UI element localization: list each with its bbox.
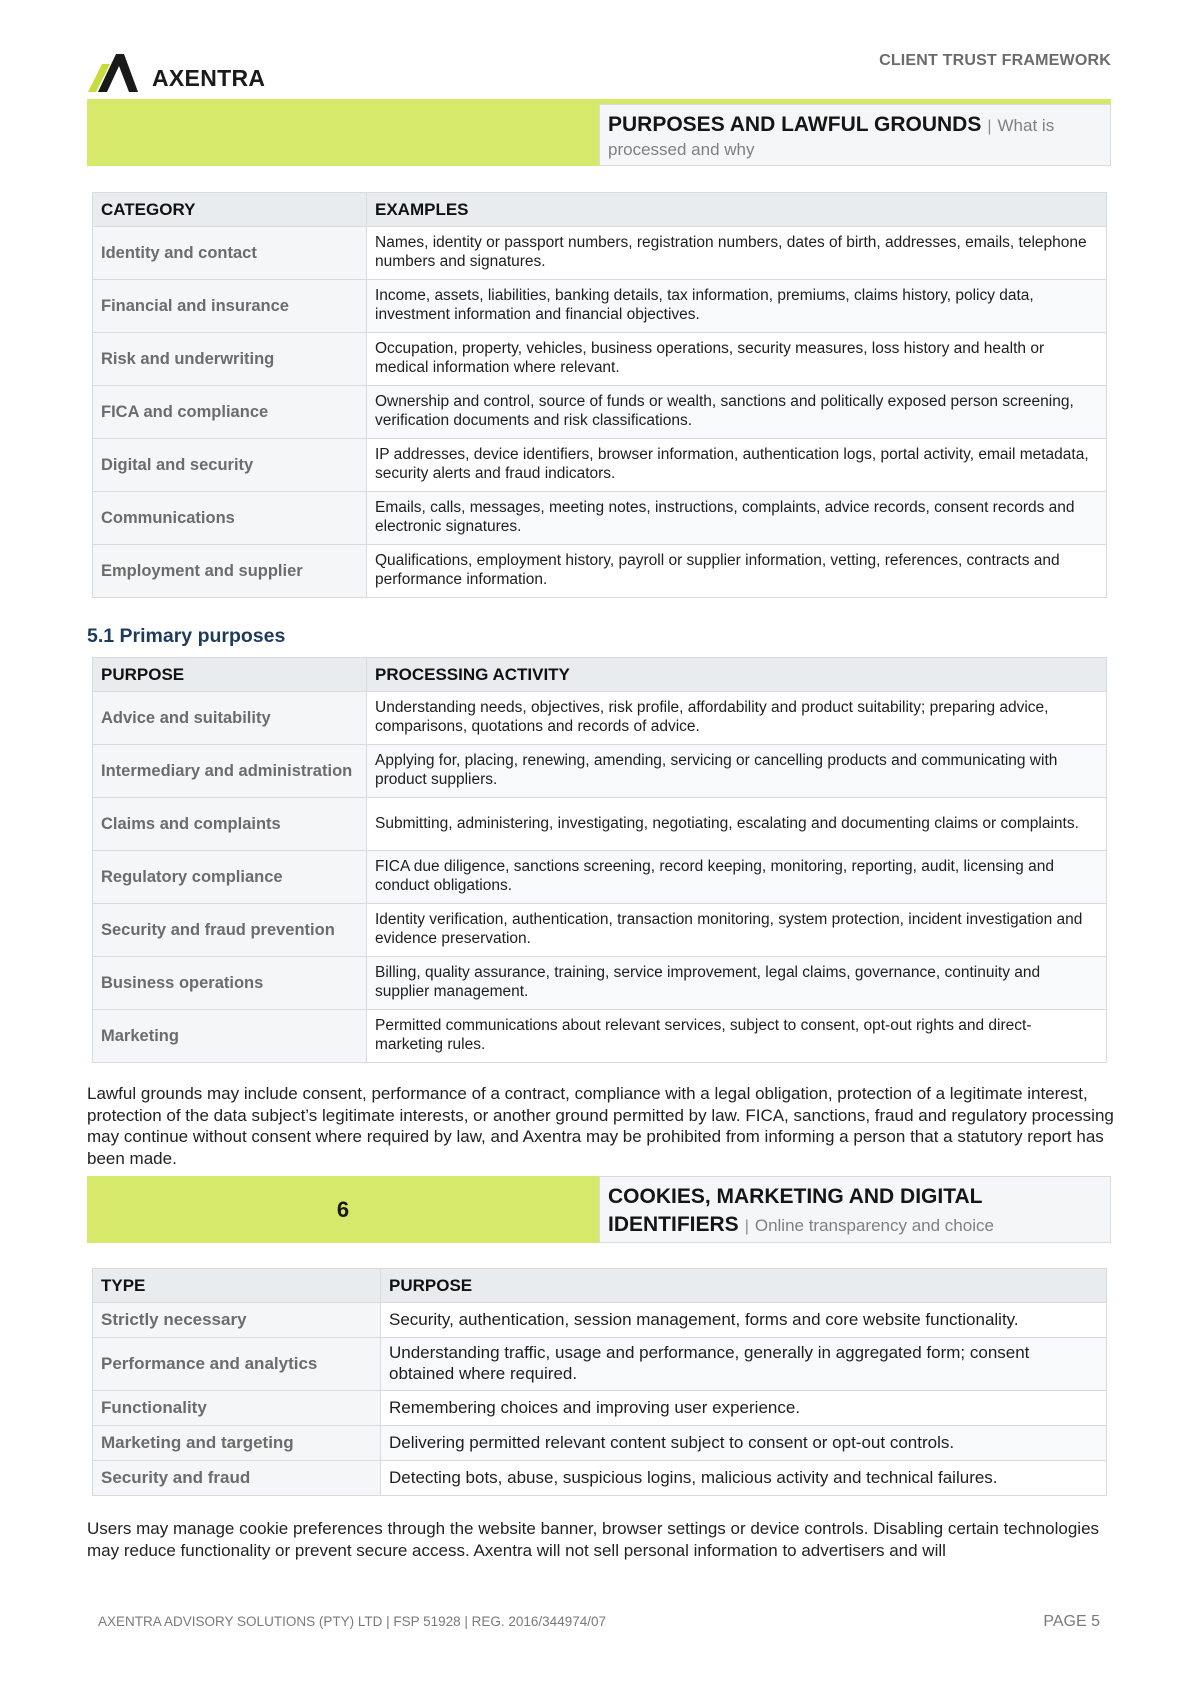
table-row [93,333,1107,386]
table-row [93,1426,1107,1461]
table-row [93,227,1107,280]
row-description: FICA due diligence, sanctions screening, record keeping, monitoring, reporting, audit, licensing and conduct obligations. [367,851,1107,904]
row-description: Identity verification, authentication, transaction monitoring, system protection, incident investigation and evidence preservation. [367,904,1107,957]
section-subtitle: What is processed and why [608,116,1055,160]
section-title-box [599,104,1111,166]
row-description: Occupation, property, vehicles, business operations, security measures, loss history and health or medical information where relevant. [367,333,1107,386]
categories-table [92,192,1107,598]
row-description: Delivering permitted relevant content subject to consent or opt-out controls. [381,1426,1107,1461]
cookies-table [92,1268,1107,1496]
row-label: Marketing [93,1010,367,1063]
table-row [93,745,1107,798]
column-header: CATEGORY [93,193,367,227]
row-label: Advice and suitability [93,692,367,745]
row-label: Digital and security [93,439,367,492]
row-description: Emails, calls, messages, meeting notes, instructions, complaints, advice records, consent records and electronic signatures. [367,492,1107,545]
table-row [93,1303,1107,1338]
column-header: PURPOSE [381,1269,1107,1303]
row-label: Strictly necessary [93,1303,381,1338]
table-row [93,798,1107,851]
row-description: Remembering choices and improving user experience. [381,1391,1107,1426]
row-label: Security and fraud [93,1461,381,1496]
title-separator: | [987,118,992,135]
table-row [93,545,1107,598]
section-number: 6 [87,1176,599,1243]
row-label: Marketing and targeting [93,1426,381,1461]
section-subtitle: Online transparency and choice [754,1216,994,1236]
section-6-header [87,1176,1111,1243]
table-row [93,1338,1107,1391]
row-description: Income, assets, liabilities, banking details, tax information, premiums, claims history, policy data, investment information and financial objectives. [367,280,1107,333]
document-label: CLIENT TRUST FRAMEWORK [879,52,1111,69]
section-title-box [599,1176,1111,1243]
section-title: PURPOSES AND LAWFUL GROUNDS [608,113,982,136]
table-row [93,492,1107,545]
logo-text: AXENTRA [152,65,266,91]
row-description: Understanding traffic, usage and performance, generally in aggregated form; consent obtained where required. [381,1338,1107,1391]
row-description: Understanding needs, objectives, risk profile, affordability and product suitability; preparing advice, comparisons, quotations and records of advice. [367,692,1107,745]
table-header-row [93,658,1107,692]
table-row [93,1391,1107,1426]
row-description: Names, identity or passport numbers, registration numbers, dates of birth, addresses, emails, telephone numbers and signatures. [367,227,1107,280]
row-description: Detecting bots, abuse, suspicious logins, malicious activity and technical failures. [381,1461,1107,1496]
company-logo [88,50,265,92]
table-row [93,957,1107,1010]
table-header-row [93,1269,1107,1303]
row-label: Performance and analytics [93,1338,381,1391]
row-description: Billing, quality assurance, training, service improvement, legal claims, governance, continuity and supplier management. [367,957,1107,1010]
row-description: Submitting, administering, investigating, negotiating, escalating and documenting claims or complaints. [367,798,1107,851]
table-row [93,386,1107,439]
row-label: Claims and complaints [93,798,367,851]
footer-company-info: AXENTRA ADVISORY SOLUTIONS (PTY) LTD | FSP 51928 | REG. 2016/344974/07 [98,1614,606,1629]
row-description: Permitted communications about relevant services, subject to consent, opt-out rights and direct-marketing rules. [367,1010,1107,1063]
title-separator: | [744,1218,749,1236]
section-5-header [87,99,1111,166]
subsection-heading: 5.1 Primary purposes [87,625,286,647]
row-label: Functionality [93,1391,381,1426]
table-row [93,439,1107,492]
cookie-preferences-paragraph: Users may manage cookie preferences through the website banner, browser settings or device controls. Disabling certain technologies may reduce functionality or prevent secure access. Axentra will not sell personal information to advertisers and will [87,1519,1100,1560]
section-number [87,104,599,166]
column-header: EXAMPLES [367,193,1107,227]
row-label: Intermediary and administration [93,745,367,798]
table-header-row [93,193,1107,227]
section-title: COOKIES, MARKETING AND DIGITAL IDENTIFIERS [608,1185,983,1237]
table-row [93,1461,1107,1496]
table-row [93,904,1107,957]
column-header: TYPE [93,1269,381,1303]
lawful-grounds-paragraph: Lawful grounds may include consent, performance of a contract, compliance with a legal obligation, protection of a legitimate interest, protection of the data subject’s legitimate interests, or another ground permitted by law. FICA, sanctions, fraud and regulatory processing may continue without consent where required by law, and Axentra may be prohibited from informing a person that a statutory report has been made. [87,1084,1114,1168]
row-label: Security and fraud prevention [93,904,367,957]
purposes-table [92,657,1107,1063]
row-description: IP addresses, device identifiers, browser information, authentication logs, portal activity, email metadata, security alerts and fraud indicators. [367,439,1107,492]
row-label: Risk and underwriting [93,333,367,386]
row-label: Identity and contact [93,227,367,280]
table-row [93,851,1107,904]
row-description: Applying for, placing, renewing, amending, servicing or cancelling products and communicating with product suppliers. [367,745,1107,798]
row-label: Communications [93,492,367,545]
table-row [93,692,1107,745]
table-row [93,280,1107,333]
row-label: Financial and insurance [93,280,367,333]
row-label: Business operations [93,957,367,1010]
row-description: Qualifications, employment history, payroll or supplier information, vetting, references, contracts and performance information. [367,545,1107,598]
table-row [93,1010,1107,1063]
axentra-logo-mark-icon [88,52,138,92]
row-description: Ownership and control, source of funds or wealth, sanctions and politically exposed person screening, verification documents and risk classifications. [367,386,1107,439]
row-label: FICA and compliance [93,386,367,439]
page-number: PAGE 5 [1043,1613,1100,1630]
column-header: PURPOSE [93,658,367,692]
row-description: Security, authentication, session management, forms and core website functionality. [381,1303,1107,1338]
column-header: PROCESSING ACTIVITY [367,658,1107,692]
row-label: Regulatory compliance [93,851,367,904]
row-label: Employment and supplier [93,545,367,598]
